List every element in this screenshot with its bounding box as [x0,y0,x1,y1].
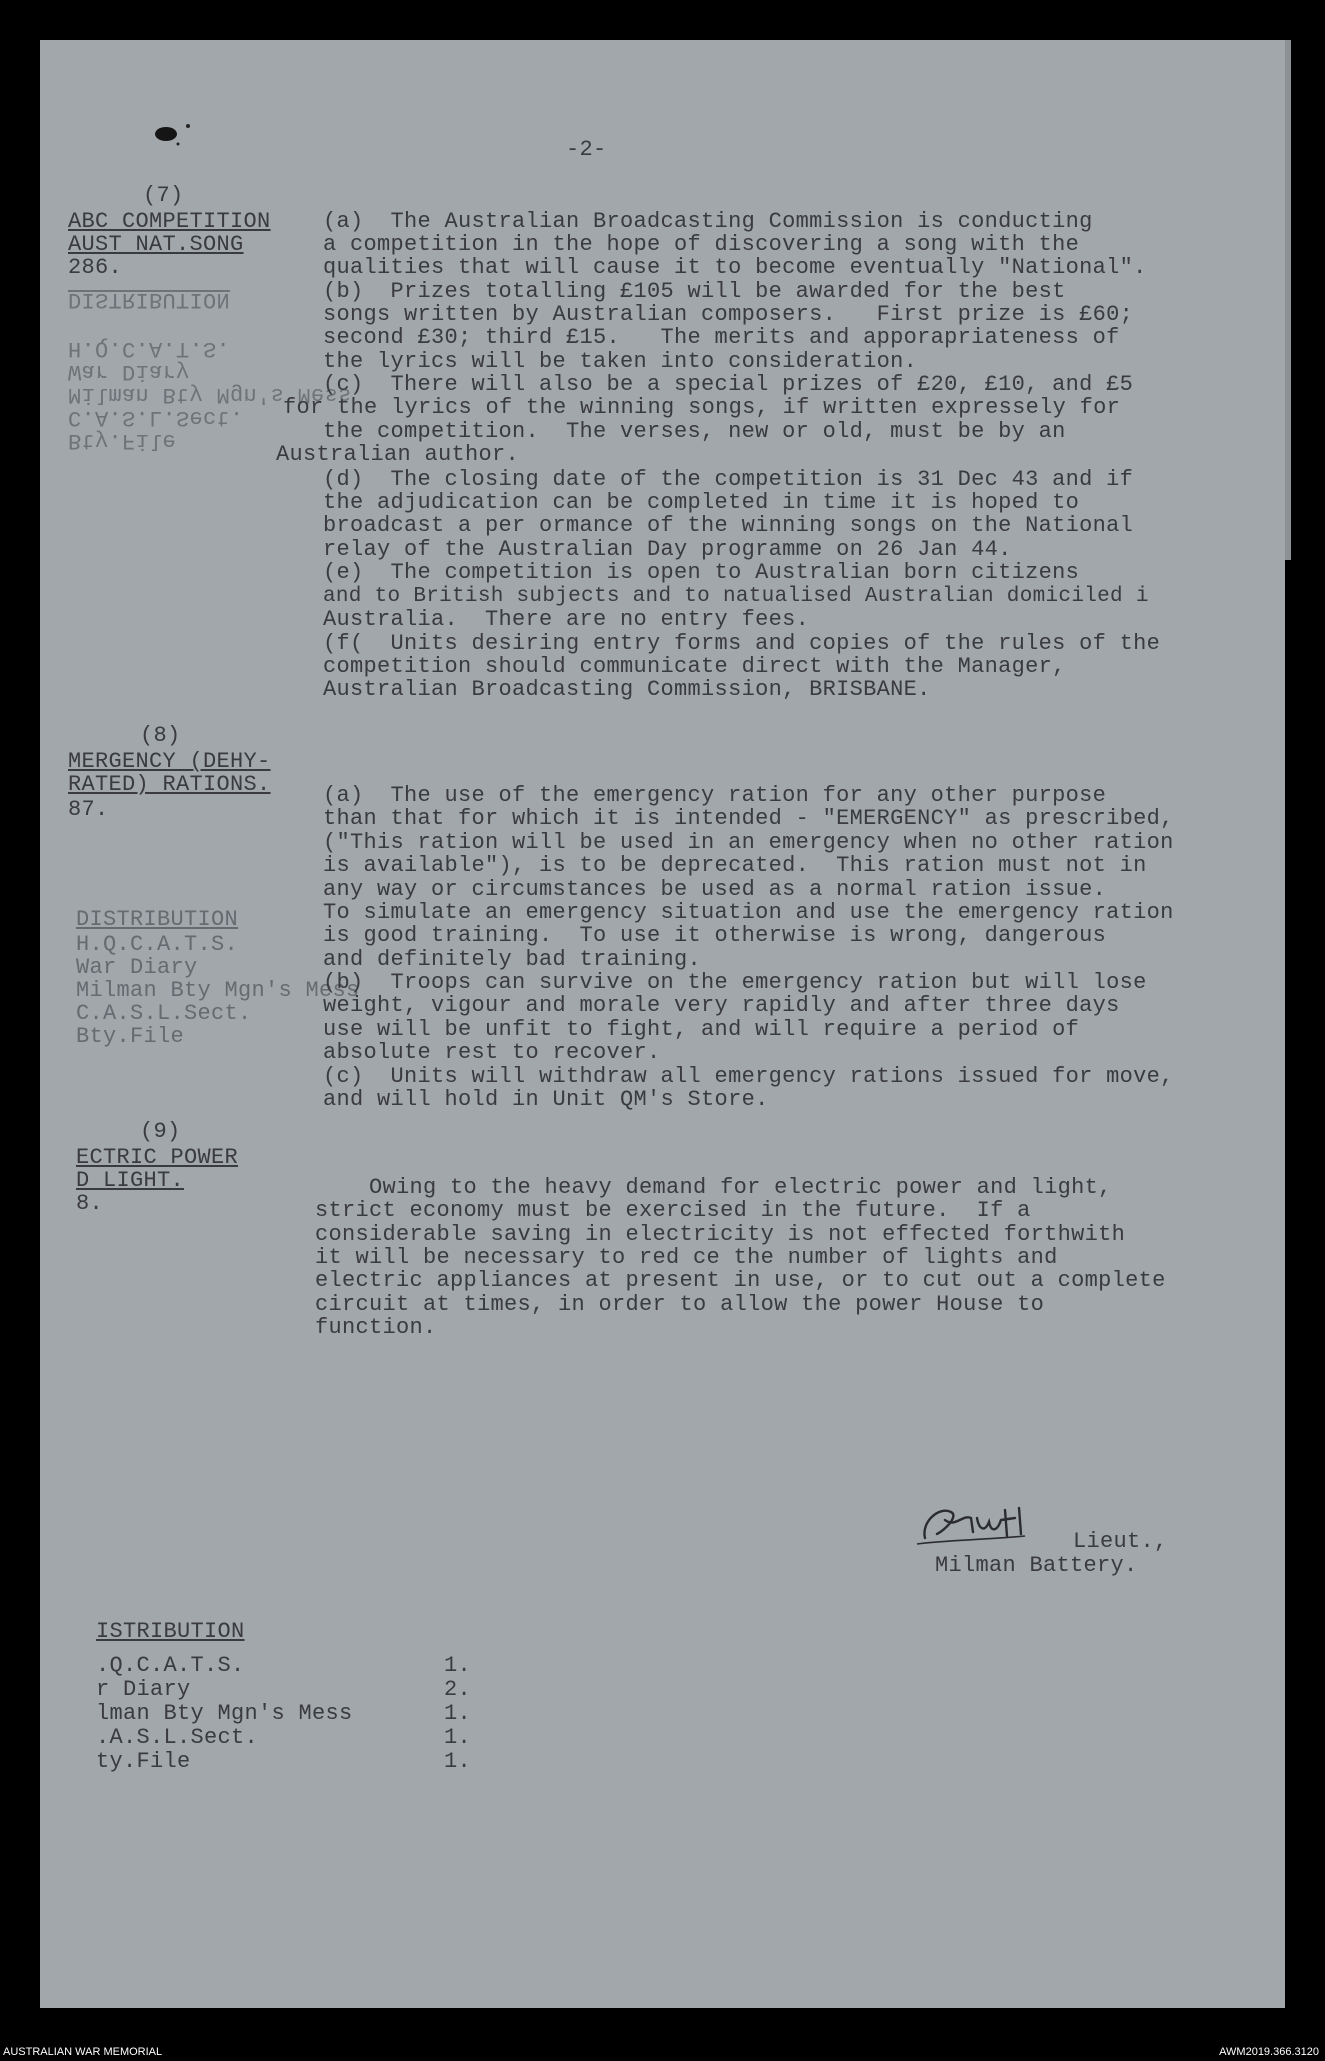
final-distribution-copies: 1. [444,1725,472,1750]
final-distribution-copies: 2. [444,1677,472,1702]
page-number: -2- [566,137,607,162]
section-7-line: the adjudication can be completed in time it is hoped to [323,490,1080,515]
section-7-line: Australian author. [276,442,520,467]
section-8-distribution-line: H.Q.C.A.T.S. [76,932,239,957]
section-7-line: (f( Units desiring entry forms and copies of the rules of the [323,631,1161,656]
section-7-line: (c) There will also be a special prizes of £20, £10, and £5 [323,372,1134,397]
section-8-line: and definitely bad training. [323,947,702,972]
signature-unit: Milman Battery. [935,1553,1138,1578]
section-8-line: and will hold in Unit QM's Store. [323,1087,769,1112]
section-8-line: weight, vigour and morale very rapidly and after three days [323,993,1120,1018]
final-distribution-copies: 1. [444,1701,472,1726]
section-9-line: considerable saving in electricity is not effected forthwith [315,1222,1126,1247]
ghost-line: War Diary [68,359,190,384]
ghost-line: C.A.S.L.Sect. [68,405,244,430]
section-9-heading-line-2: D LIGHT. [76,1168,185,1193]
section-9-line: it will be necessary to red ce the number of lights and [315,1245,1058,1270]
final-distribution-name: .Q.C.A.T.S. [96,1653,245,1678]
final-distribution-name: ty.File [96,1749,191,1774]
footer-credit: AUSTRALIAN WAR MEMORIAL [3,2046,163,2058]
section-8-distribution-line: Milman Bty Mgn's Mess [76,978,360,1003]
section-8-line: use will be unfit to fight, and will require a period of [323,1017,1080,1042]
section-7-line: (d) The closing date of the competition is 31 Dec 43 and if [323,467,1134,492]
final-distribution-name: .A.S.L.Sect. [96,1725,259,1750]
section-7-line: and to British subjects and to natualised Australian domiciled i [323,585,1149,608]
section-7-line: relay of the Australian Day programme on 26 Jan 44. [323,537,1012,562]
section-7-line: a competition in the hope of discovering a song with the [323,232,1080,257]
section-8-heading-line-1: MERGENCY (DEHY- [68,749,271,774]
section-7-line: broadcast a per ormance of the winning songs on the National [323,513,1134,538]
ink-blot [148,120,208,160]
section-7-line: for the lyrics of the winning songs, if written expressely for [283,395,1121,420]
section-9-line: circuit at times, in order to allow the power House to [315,1292,1045,1317]
section-8-line: is available"), is to be deprecated. This ration must not in [323,853,1147,878]
final-distribution-copies: 1. [444,1749,472,1774]
section-8-line: To simulate an emergency situation and use the emergency ration [323,900,1174,925]
section-9-line: Owing to the heavy demand for electric power and light, [315,1175,1112,1200]
section-8-line: is good training. To use it otherwise is wrong, dangerous [323,923,1107,948]
handwritten-signature [915,1500,1045,1550]
final-distribution-name: lman Bty Mgn's Mess [96,1701,353,1726]
section-7-line: Australia. There are no entry fees. [323,607,810,632]
section-8-line: than that for which it is intended - "EMERGENCY" as prescribed, [323,806,1174,831]
section-7-line: Australian Broadcasting Commission, BRISBANE. [323,677,931,702]
section-9-line: strict economy must be exercised in the future. If a [315,1198,1031,1223]
ghost-line: H.Q.C.A.T.S. [68,336,231,361]
section-9-heading-line-1: ECTRIC POWER [76,1145,239,1170]
section-7-line: (b) Prizes totalling £105 will be awarded for the best [323,279,1066,304]
section-7-line: competition should communicate direct with the Manager, [323,654,1066,679]
section-8-distribution-line: Bty.File [76,1024,185,1049]
section-7-heading-line-1: ABC COMPETITION [68,209,271,234]
ghost-line: Milman Bty Mgn's Mess [68,382,352,407]
section-8-line: (a) The use of the emergency ration for any other purpose [323,783,1107,808]
section-8-distribution-line: War Diary [76,955,198,980]
section-7-line: the lyrics will be taken into consideration. [323,349,918,374]
section-7-line: (a) The Australian Broadcasting Commission is conducting [323,209,1093,234]
ghost-heading: DISTRIBUTION [68,287,231,312]
section-7-line: second £30; third £15. The merits and apporapriateness of [323,325,1120,350]
section-8-line: (b) Troops can survive on the emergency ration but will lose [323,970,1147,995]
section-8-line: ("This ration will be used in an emergency when no other ration [323,830,1174,855]
section-7-ref: 286. [68,255,123,280]
section-9-ref: 8. [76,1191,104,1216]
final-distribution-copies: 1. [444,1653,472,1678]
section-8-number: (8) [140,723,181,748]
ghost-line: Bty.File [68,428,177,453]
section-7-line: songs written by Australian composers. First prize is £60; [323,302,1134,327]
footer-accession-number: AWM2019.366.3120 [1219,2046,1319,2058]
section-7-number: (7) [143,183,184,208]
section-7-line: the competition. The verses, new or old, must be by an [323,419,1066,444]
section-9-line: electric appliances at present in use, or to cut out a complete [315,1268,1166,1293]
section-7-heading-line-2: AUST NAT.SONG [68,232,244,257]
section-8-distribution-line: C.A.S.L.Sect. [76,1001,252,1026]
final-distribution-name: r Diary [96,1677,191,1702]
document-page [40,40,1285,2008]
section-8-heading-line-2: RATED) RATIONS. [68,772,271,797]
section-7-line: qualities that will cause it to become eventually "National". [323,255,1147,280]
paper-edge-strip [1285,40,1291,560]
final-distribution-heading: ISTRIBUTION [96,1619,245,1644]
section-8-line: (c) Units will withdraw all emergency rations issued for move, [323,1064,1174,1089]
signature-rank: Lieut., [1073,1529,1168,1554]
section-8-distribution-heading: DISTRIBUTION [76,907,239,932]
section-7-line: (e) The competition is open to Australian born citizens [323,560,1080,585]
section-8-ref: 87. [68,797,109,822]
section-9-line: function. [315,1315,437,1340]
section-9-number: (9) [140,1119,181,1144]
section-8-line: absolute rest to recover. [323,1040,661,1065]
section-8-line: any way or circumstances be used as a normal ration issue. [323,877,1107,902]
